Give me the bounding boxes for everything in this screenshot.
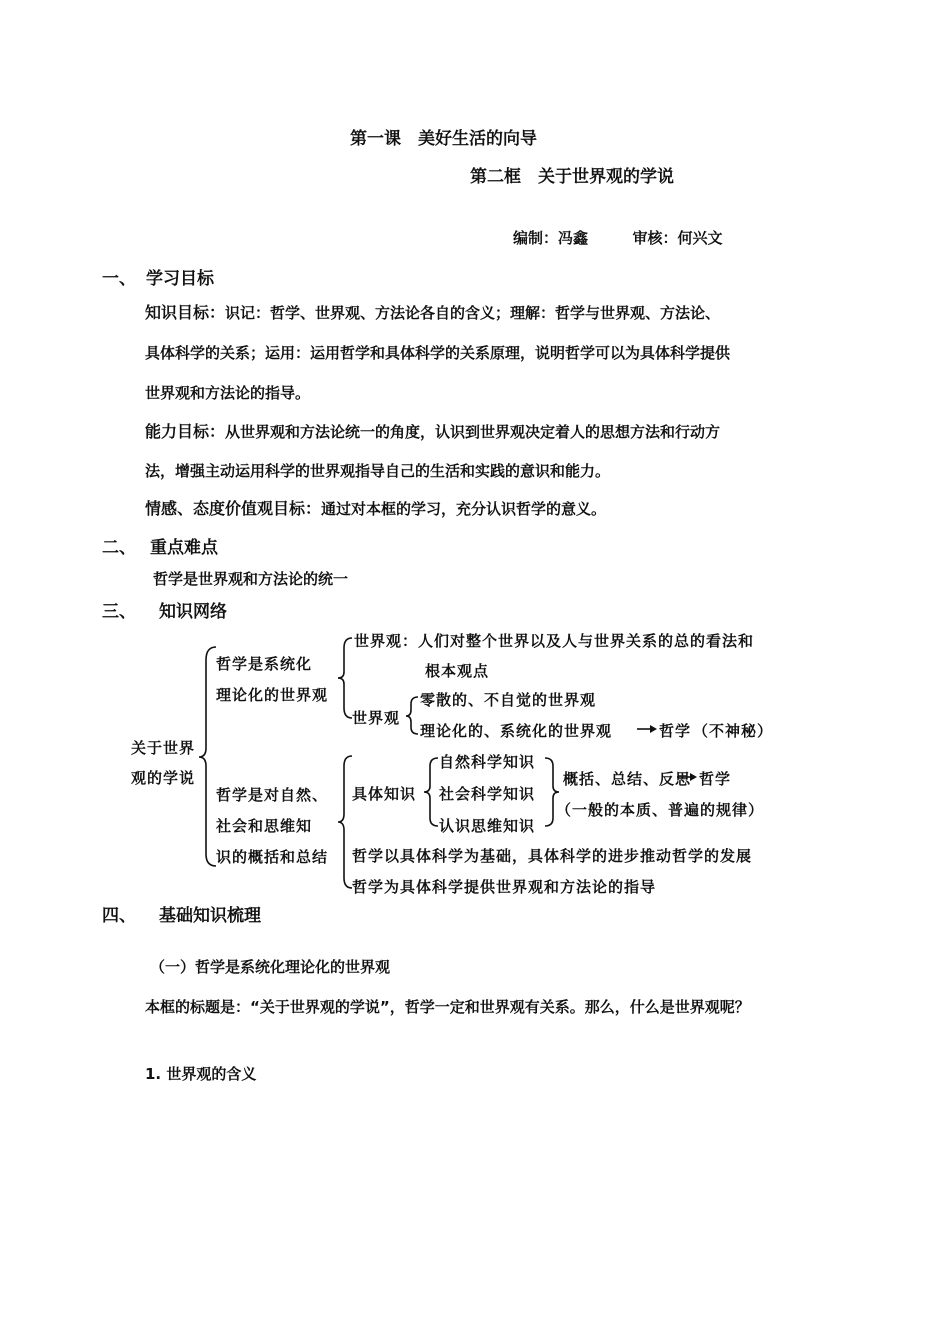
reviewer-label: 审核： — [632, 229, 678, 247]
summary-note: （一般的本质、普遍的规律） — [556, 801, 765, 819]
worldview-item-1: 零散的、不自觉的世界观 — [420, 691, 597, 709]
knowledge-objective-label: 知识目标： — [145, 303, 226, 322]
summary-target: 哲学 — [699, 770, 732, 788]
section-1-title: 学习目标 — [146, 269, 214, 289]
ability-objective-label: 能力目标： — [145, 422, 226, 441]
branch-2-line-3: 识的概括和总结 — [216, 848, 329, 866]
arrow-1-head — [650, 725, 657, 733]
section-2-number: 二、 — [102, 538, 136, 558]
network-root-line-2: 观的学说 — [131, 769, 196, 787]
ability-objective-text-1: 从世界观和方法论统一的角度，认识到世界观决定着人的思想方法和行动方 — [225, 423, 721, 441]
summary-text: 概括、总结、反思 — [563, 770, 692, 788]
branch-1-line-1: 哲学是系统化 — [216, 655, 313, 673]
arrow-2-head — [690, 773, 697, 781]
branch-2-bracket — [338, 756, 352, 888]
worldview-bracket — [406, 697, 418, 734]
editor-label: 编制： — [513, 229, 559, 247]
relation-1: 哲学以具体科学为基础，具体科学的进步推动哲学的发展 — [352, 847, 753, 865]
section-3-title: 知识网络 — [159, 602, 227, 622]
knowledge-objective-line-3: 世界观和方法论的指导。 — [145, 384, 311, 402]
knowledge-objective-line-2: 具体科学的关系；运用：运用哲学和具体科学的关系原理，说明哲学可以为具体科学提供 — [145, 344, 731, 362]
lesson-title: 第一课 美好生活的向导 — [350, 129, 537, 149]
worldview-definition-line-1 — [354, 630, 754, 651]
concrete-knowledge-item-1: 自然科学知识 — [439, 753, 536, 771]
worldview-label: 世界观 — [352, 709, 401, 727]
basics-subsection-1: （一）哲学是系统化理论化的世界观 — [150, 958, 391, 976]
reviewer-name: 何兴文 — [677, 229, 723, 247]
concrete-knowledge-item-3: 认识思维知识 — [439, 817, 536, 835]
section-2-title: 重点难点 — [150, 538, 218, 558]
section-4-title: 基础知识梳理 — [159, 906, 261, 926]
worldview-definition-label: 世界观： — [354, 632, 419, 650]
relation-2: 哲学为具体科学提供世界观和方法论的指导 — [352, 878, 657, 896]
worldview-item-2-note: （不神秘） — [693, 722, 774, 740]
concrete-knowledge-item-2: 社会科学知识 — [439, 785, 536, 803]
worldview-item-2: 理论化的、系统化的世界观 — [420, 722, 613, 740]
section-4-number: 四、 — [102, 906, 136, 926]
section-3-number: 三、 — [102, 602, 136, 622]
root-bracket — [199, 647, 216, 866]
network-root-line-1: 关于世界 — [131, 739, 196, 757]
section-1-number: 一、 — [102, 269, 136, 289]
key-point: 哲学是世界观和方法论的统一 — [153, 570, 349, 588]
worldview-definition-text-1: 人们对整个世界以及人与世界关系的总的看法和 — [418, 632, 755, 650]
knowledge-objective-text-1: 识记：哲学、世界观、方法论各自的含义；理解：哲学与世界观、方法论、 — [225, 304, 721, 322]
emotion-objective-label: 情感、态度价值观目标： — [145, 499, 322, 518]
editor-name: 冯鑫 — [558, 229, 589, 247]
basics-intro-paragraph: 本框的标题是：“关于世界观的学说”，哲学一定和世界观有关系。那么，什么是世界观呢？ — [145, 998, 750, 1016]
frame-title: 第二框 关于世界观的学说 — [470, 167, 674, 187]
branch-1-line-2: 理论化的世界观 — [216, 686, 329, 704]
branch-1-bracket — [338, 638, 352, 718]
worldview-definition-line-2: 根本观点 — [425, 662, 490, 680]
branch-2-line-2: 社会和思维知 — [216, 817, 313, 835]
concrete-knowledge-label: 具体知识 — [352, 785, 417, 803]
ability-objective-line-2: 法，增强主动运用科学的世界观指导自己的生活和实践的意识和能力。 — [145, 462, 611, 480]
basics-item-1: 1. 世界观的含义 — [145, 1065, 257, 1083]
worldview-item-2-target: 哲学 — [659, 722, 692, 740]
concrete-knowledge-bracket — [424, 758, 438, 826]
emotion-objective-text: 通过对本框的学习，充分认识哲学的意义。 — [321, 500, 607, 518]
branch-2-line-1: 哲学是对自然、 — [216, 786, 329, 804]
